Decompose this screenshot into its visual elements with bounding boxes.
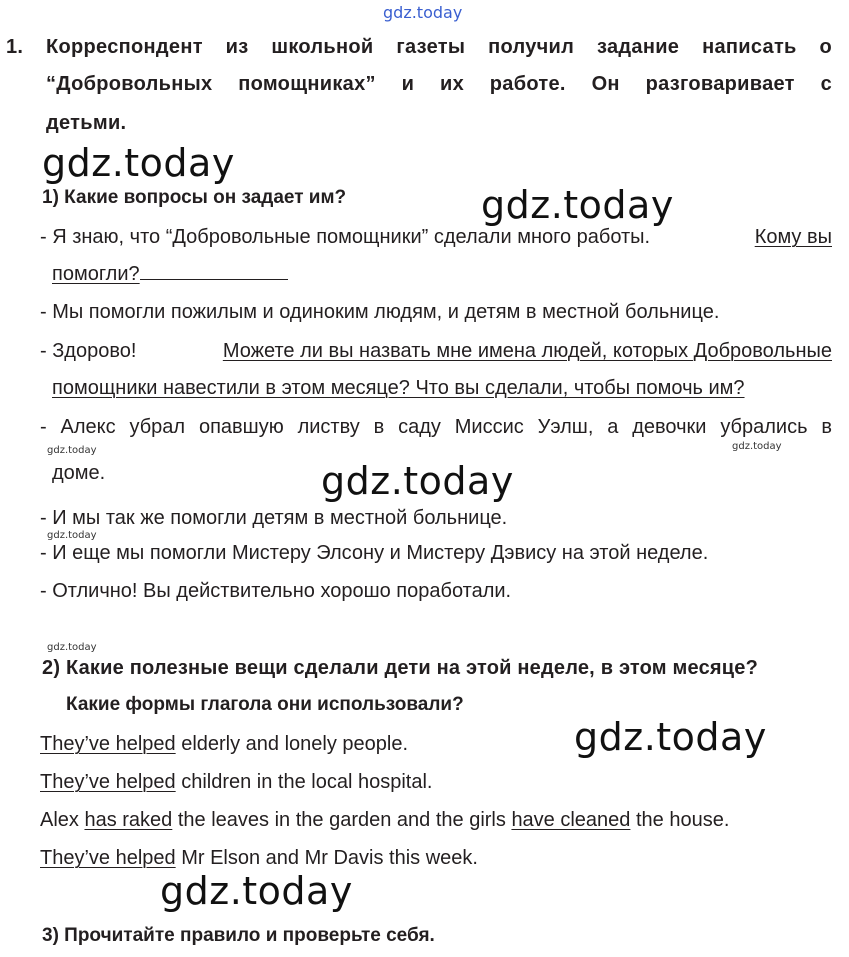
- example-3-verb-1: has raked: [84, 809, 173, 831]
- dialogue-line-1-text: - Я знаю, что “Добровольные помощники” сделали много работы.: [40, 226, 651, 248]
- watermark-big-4: gdz.today: [574, 715, 767, 759]
- example-3-verb-2: have cleaned: [511, 809, 631, 831]
- task-text-line-3: детьми.: [46, 112, 127, 134]
- watermark-big-1: gdz.today: [42, 141, 235, 185]
- dialogue-line-1-answer: Кому вы: [754, 226, 832, 248]
- dialogue-line-7: - Отлично! Вы действительно хорошо поработали.: [40, 580, 512, 602]
- dialogue-line-4-cont: доме.: [52, 462, 106, 484]
- task-number: 1.: [6, 36, 24, 58]
- question-2: 2) Какие полезные вещи сделали дети на этой неделе, в этом месяце?: [42, 657, 759, 679]
- watermark-big-3: gdz.today: [321, 459, 514, 503]
- example-1: [40, 733, 408, 756]
- watermark-top: gdz.today: [383, 3, 463, 22]
- dialogue-line-3-answer: Можете ли вы назвать мне имена людей, которых Добровольные: [222, 340, 832, 362]
- watermark-small-2: gdz.today: [732, 441, 782, 452]
- dialogue-line-1: [40, 226, 832, 249]
- example-3-middle: the leaves in the garden and the girls: [172, 809, 512, 831]
- task-text-line-2: “Добровольных помощниках” и их работе. Он разговаривает с: [46, 73, 832, 95]
- dialogue-line-6: - И еще мы помогли Мистеру Элсону и Мистеру Дэвису на этой неделе.: [40, 542, 709, 564]
- example-3: [40, 809, 729, 832]
- dialogue-line-1-answer-cont: помогли?: [52, 263, 140, 285]
- task-text-line-1: Корреспондент из школьной газеты получил задание написать о: [46, 36, 832, 58]
- question-1: 1) Какие вопросы он задает им?: [42, 187, 347, 208]
- dialogue-line-3-cont: [52, 377, 745, 400]
- watermark-small-3: gdz.today: [47, 530, 97, 541]
- watermark-small-1: gdz.today: [47, 445, 97, 456]
- dialogue-line-5: - И мы так же помогли детям в местной больнице.: [40, 507, 508, 529]
- example-3-end: the house.: [630, 809, 730, 831]
- dialogue-line-2: - Мы помогли пожилым и одиноким людям, и детям в местной больнице.: [40, 301, 720, 323]
- watermark-big-2: gdz.today: [481, 183, 674, 227]
- example-1-verb: They’ve helped: [40, 733, 176, 755]
- example-3-subject: Alex: [40, 809, 85, 831]
- watermark-big-5: gdz.today: [160, 869, 353, 913]
- example-2: [40, 771, 432, 794]
- dialogue-line-3-text: - Здорово!: [40, 340, 137, 362]
- dialogue-line-3-answer-cont: помощники навестили в этом месяце? Что вы сделали, чтобы помочь им?: [52, 377, 745, 399]
- example-4-rest: Mr Elson and Mr Davis this week.: [175, 847, 478, 869]
- example-1-rest: elderly and lonely people.: [175, 733, 409, 755]
- dialogue-line-4: - Алекс убрал опавшую листву в саду Миссис Уэлш, а девочки убрались в: [40, 416, 832, 438]
- watermark-small-4: gdz.today: [47, 642, 97, 653]
- example-2-rest: children in the local hospital.: [175, 771, 433, 793]
- example-4: [40, 847, 478, 870]
- question-3: 3) Прочитайте правило и проверьте себя.: [42, 925, 435, 946]
- dialogue-line-3: [40, 340, 832, 363]
- question-2-cont: Какие формы глагола они использовали?: [66, 694, 464, 715]
- answer-blank-line: [140, 278, 288, 280]
- example-2-verb: They’ve helped: [40, 771, 176, 793]
- dialogue-line-1-cont: [52, 263, 288, 286]
- example-4-verb: They’ve helped: [40, 847, 176, 869]
